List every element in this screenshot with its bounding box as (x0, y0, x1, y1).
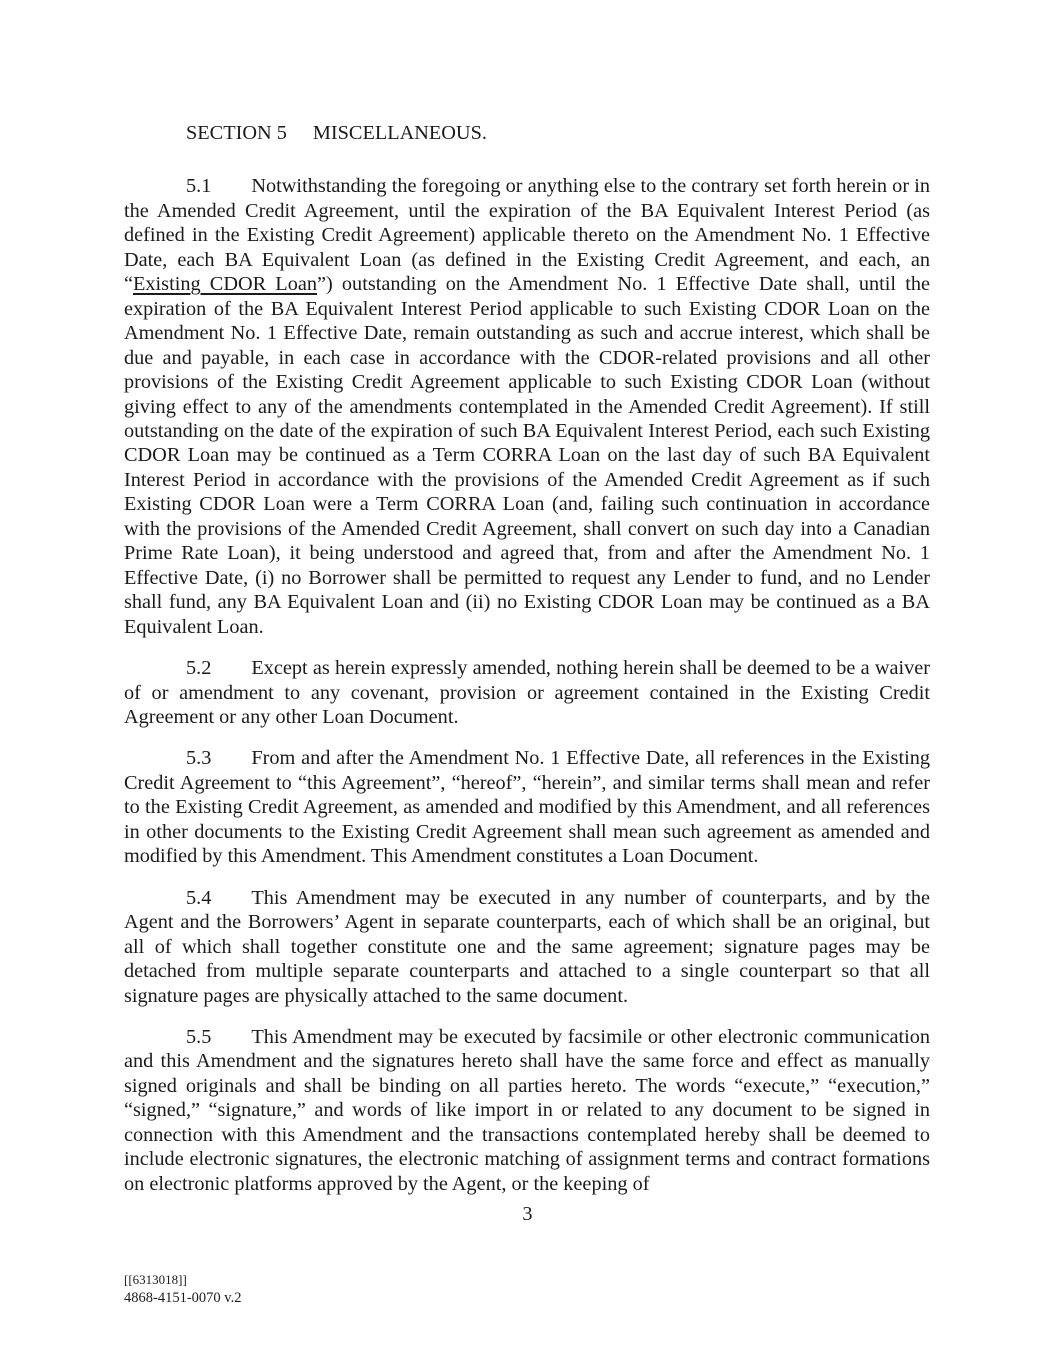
paragraph-number: 5.1 (186, 175, 212, 198)
paragraph-number: 5.4 (186, 886, 212, 909)
document-footer (124, 1271, 241, 1307)
paragraph-text: ”) outstanding on the Amendment No. 1 Effective Date shall, until the expiration of the BA Equivalent Interest Period applicable to such Existing CDOR Loan on the Amendment No. 1 Effective Date, remain outstanding as such and accrue interest, which shall be due and payable, in each case in accordance with the CDOR-related provisions and all other provisions of the Existing Credit Agreement applicable to such Existing CDOR Loan (without giving effect to any of the amendments contemplated in the Amended Credit Agreement). If still outstanding on the date of the expiration of such BA Equivalent Interest Period, each such Existing CDOR Loan may be continued as a Term CORRA Loan on the last day of such BA Equivalent Interest Period in accordance with the provisions of the Amended Credit Agreement as if such Existing CDOR Loan were a Term CORRA Loan (and, failing such continuation in accordance with the provisions of the Amended Credit Agreement, shall convert on such day into a Canadian Prime Rate Loan), it being understood and agreed that, from and after the Amendment No. 1 Effective Date, (i) no Borrower shall be permitted to request any Lender to fund, and no Lender shall fund, any BA Equivalent Loan and (ii) no Existing CDOR Loan may be continued as a BA Equivalent Loan. (124, 273, 930, 638)
paragraph-text: From and after the Amendment No. 1 Effective Date, all references in the Existing Credit Agreement to “this Agreement”, “hereof”, “herein”, and similar terms shall mean and refer to the Existing Credit Agreement, as amended and modified by this Amendment, and all references in other documents to the Existing Credit Agreement shall mean such agreement as amended and modified by this Amendment. This Amendment constitutes a Loan Document. (124, 747, 930, 868)
paragraph-number: 5.2 (186, 657, 212, 680)
section-heading (186, 121, 930, 145)
footer-version-number: 4868-4151-0070 v.2 (124, 1290, 242, 1306)
paragraph-text: This Amendment may be executed in any number of counterparts, and by the Agent and the Borrowers’ Agent in separate counterparts, each of which shall be an original, but all of which shall together constitute one and the same agreement; signature pages may be detached from multiple separate counterparts and attached to a single counterpart so that all signature pages are physically attached to the same document. (124, 886, 930, 1007)
paragraph-text: Notwithstanding the foregoing or anything else to the contrary set forth herein or in the Amended Credit Agreement, until the expiration of the BA Equivalent Interest Period (as defined in the Existing Credit Agreement) applicable thereto on the Amendment No. 1 Effective Date, each BA Equivalent Loan (as defined in the Existing Credit Agreement, and each, an “ (124, 175, 930, 296)
footer-document-id: [[6313018]] (124, 1272, 187, 1287)
page-number: 3 (522, 1203, 533, 1225)
paragraph-number: 5.5 (186, 1025, 212, 1048)
paragraph-5.1 (124, 174, 930, 639)
paragraph-5.4 (124, 886, 930, 1008)
section-heading-label: SECTION 5 (186, 122, 287, 144)
section-heading-title: MISCELLANEOUS. (312, 122, 487, 144)
paragraph-text: This Amendment may be executed by facsimile or other electronic communication and this Amendment and the signatures hereto shall have the same force and effect as manually signed originals and shall be binding on all parties hereto. The words “execute,” “execution,” “signed,” “signature,” and words of like import in or related to any document to be signed in connection with this Amendment and the transactions contemplated hereby shall be deemed to include electronic signatures, the electronic matching of assignment terms and contract formations on electronic platforms approved by the Agent, or the keeping of (124, 1025, 930, 1195)
document-body (124, 121, 930, 1196)
paragraph-5.5 (124, 1025, 930, 1196)
paragraph-5.2 (124, 656, 930, 729)
paragraph-5.3 (124, 746, 930, 868)
paragraph-number: 5.3 (186, 747, 212, 770)
paragraphs (124, 174, 930, 1196)
defined-term-underlined: Existing CDOR Loan (133, 273, 317, 296)
paragraph-text: Except as herein expressly amended, nothing herein shall be deemed to be a waiver of or amendment to any covenant, provision or agreement contained in the Existing Credit Agreement or any other Loan Document. (124, 657, 930, 728)
